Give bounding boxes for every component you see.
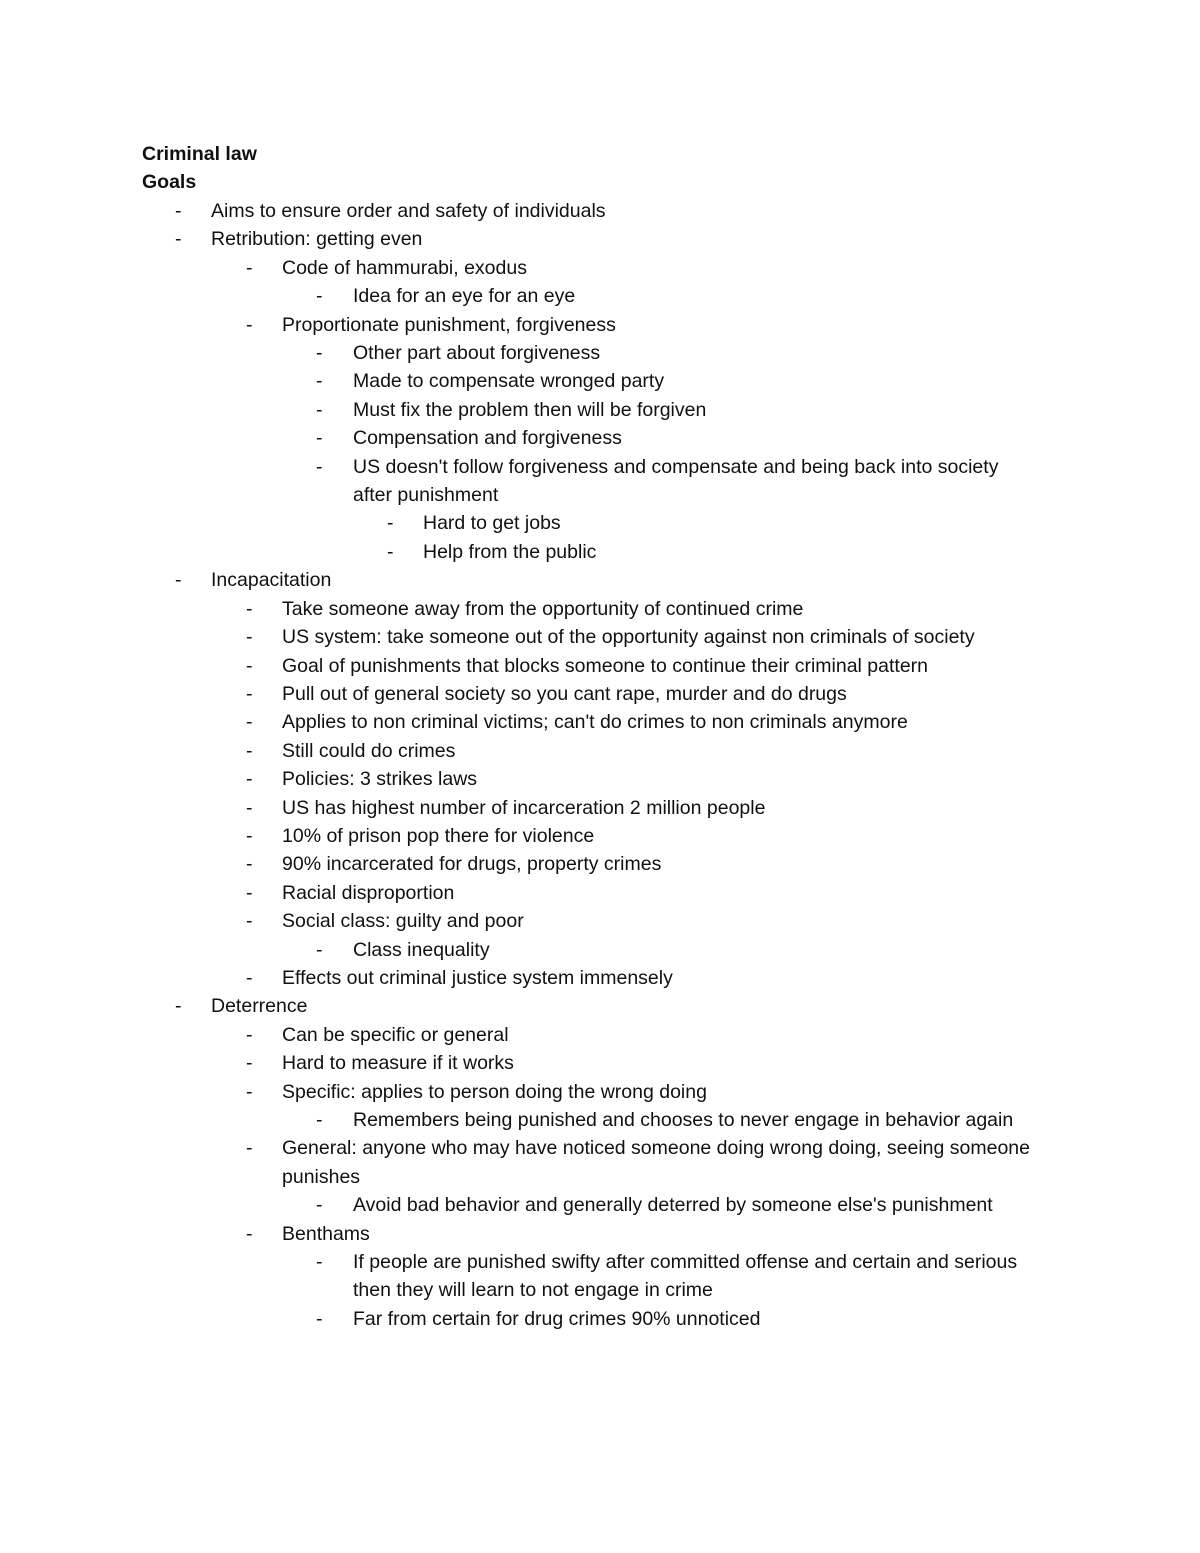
list-item-text: Can be specific or general <box>282 1023 509 1046</box>
list-item <box>0 566 1200 594</box>
list-item <box>0 1191 1200 1219</box>
list-item-text: Hard to measure if it works <box>282 1052 514 1075</box>
bullet-marker: - <box>246 597 253 620</box>
bullet-marker: - <box>246 1052 253 1075</box>
bullet-marker: - <box>246 682 253 705</box>
list-item-text: Goal of punishments that blocks someone to continue their criminal pattern <box>282 654 929 677</box>
bullet-marker: - <box>246 824 253 847</box>
list-item <box>0 794 1200 822</box>
list-item-text: Social class: guilty and poor <box>282 910 524 933</box>
list-item <box>0 1021 1200 1049</box>
list-item <box>0 822 1200 850</box>
list-item <box>0 225 1200 253</box>
list-item <box>0 339 1200 367</box>
list-item-text: Proportionate punishment, forgiveness <box>282 313 616 336</box>
list-item <box>0 282 1200 310</box>
list-item <box>0 509 1200 537</box>
bullet-marker: - <box>316 1307 323 1330</box>
list-item <box>0 708 1200 736</box>
bullet-marker: - <box>246 768 253 791</box>
list-item-text: Class inequality <box>353 938 490 961</box>
list-item <box>0 1220 1200 1248</box>
list-item-text: Take someone away from the opportunity of continued crime <box>282 597 804 620</box>
list-item-text: Deterrence <box>211 995 308 1018</box>
list-item-text: Code of hammurabi, exodus <box>282 256 527 279</box>
list-item <box>0 737 1200 765</box>
bullet-marker: - <box>246 654 253 677</box>
list-item <box>0 538 1200 566</box>
list-item <box>0 879 1200 907</box>
list-item <box>0 992 1200 1020</box>
list-item <box>0 1248 1200 1305</box>
bullet-marker: - <box>246 739 253 762</box>
list-item <box>0 254 1200 282</box>
list-item-text: Retribution: getting even <box>211 228 423 251</box>
list-item-text: Still could do crimes <box>282 739 456 762</box>
bullet-marker: - <box>246 881 253 904</box>
bullet-marker: - <box>316 342 323 365</box>
list-item-text: Avoid bad behavior and generally deterred by someone else's punishment <box>353 1194 993 1217</box>
list-item-text: Idea for an eye for an eye <box>353 285 576 308</box>
document-title: Criminal law <box>142 143 257 165</box>
list-item <box>0 850 1200 878</box>
list-item <box>0 1049 1200 1077</box>
bullet-marker: - <box>316 285 323 308</box>
list-item-text: US has highest number of incarceration 2 million people <box>282 796 766 819</box>
bullet-marker: - <box>316 1194 323 1217</box>
bullet-marker: - <box>316 1109 323 1131</box>
list-item-text: Hard to get jobs <box>423 512 561 535</box>
list-item-text: General: anyone who may have noticed someone doing wrong doing, seeing someone punishes <box>282 1137 1030 1188</box>
list-item-text: Other part about forgiveness <box>353 342 601 365</box>
list-item <box>0 1106 1200 1134</box>
list-item-text: Must fix the problem then will be forgiven <box>353 398 707 421</box>
list-item <box>0 964 1200 992</box>
bullet-marker: - <box>316 1251 323 1274</box>
list-item-text: Compensation and forgiveness <box>353 427 622 450</box>
list-item-text: Racial disproportion <box>282 881 455 904</box>
bullet-marker: - <box>246 1137 253 1160</box>
list-item-text: US system: take someone out of the opportunity against non criminals of society <box>282 626 975 649</box>
list-item <box>0 453 1200 510</box>
bullet-marker: - <box>246 796 253 819</box>
list-item-text: Remembers being punished and chooses to never engage in behavior again <box>353 1109 1014 1131</box>
list-item <box>0 595 1200 623</box>
list-item-text: If people are punished swifty after committed offense and certain and serious then they will learn to not engage in crime <box>353 1251 1018 1302</box>
bullet-marker: - <box>316 427 323 450</box>
bullet-marker: - <box>246 966 253 989</box>
list-item <box>0 424 1200 452</box>
section-heading-goals: Goals <box>142 171 197 193</box>
list-item-text: Pull out of general society so you cant rape, murder and do drugs <box>282 682 847 705</box>
list-item-text: Effects out criminal justice system immensely <box>282 966 673 989</box>
list-item <box>0 936 1200 964</box>
list-item-text: Policies: 3 strikes laws <box>282 768 478 791</box>
bullet-list <box>0 197 1200 1333</box>
bullet-marker: - <box>387 540 394 563</box>
bullet-marker: - <box>175 569 182 592</box>
list-item <box>0 1134 1200 1191</box>
list-item <box>0 1305 1200 1333</box>
list-item-text: Benthams <box>282 1222 370 1245</box>
bullet-marker: - <box>246 910 253 933</box>
list-item <box>0 1078 1200 1106</box>
bullet-marker: - <box>175 995 182 1018</box>
list-item-text: US doesn't follow forgiveness and compensate and being back into society after punishment <box>353 455 999 507</box>
list-item <box>0 765 1200 793</box>
bullet-marker: - <box>246 711 253 734</box>
list-item-text: Made to compensate wronged party <box>353 370 665 393</box>
list-item-text: Help from the public <box>423 540 597 563</box>
bullet-marker: - <box>246 853 253 876</box>
bullet-marker: - <box>246 1080 253 1103</box>
bullet-marker: - <box>316 938 323 961</box>
bullet-marker: - <box>246 313 253 336</box>
list-item <box>0 623 1200 651</box>
list-item <box>0 311 1200 339</box>
bullet-marker: - <box>246 256 253 279</box>
bullet-marker: - <box>246 1222 253 1245</box>
list-item <box>0 367 1200 395</box>
bullet-marker: - <box>175 228 182 251</box>
bullet-marker: - <box>316 398 323 421</box>
bullet-marker: - <box>246 626 253 649</box>
list-item <box>0 396 1200 424</box>
bullet-marker: - <box>387 512 394 535</box>
list-item-text: Specific: applies to person doing the wrong doing <box>282 1080 707 1103</box>
list-item <box>0 652 1200 680</box>
list-item-text: 10% of prison pop there for violence <box>282 824 595 847</box>
list-item-text: Incapacitation <box>211 569 332 592</box>
list-item-text: Applies to non criminal victims; can't do crimes to non criminals anymore <box>282 711 908 734</box>
bullet-marker: - <box>316 370 323 393</box>
list-item-text: Aims to ensure order and safety of individuals <box>211 200 606 222</box>
list-item-text: Far from certain for drug crimes 90% unnoticed <box>353 1307 761 1330</box>
list-item <box>0 680 1200 708</box>
list-item <box>0 197 1200 225</box>
bullet-marker: - <box>316 455 323 478</box>
bullet-marker: - <box>175 200 182 222</box>
list-item <box>0 907 1200 935</box>
list-item-text: 90% incarcerated for drugs, property crimes <box>282 853 662 876</box>
bullet-marker: - <box>246 1023 253 1046</box>
